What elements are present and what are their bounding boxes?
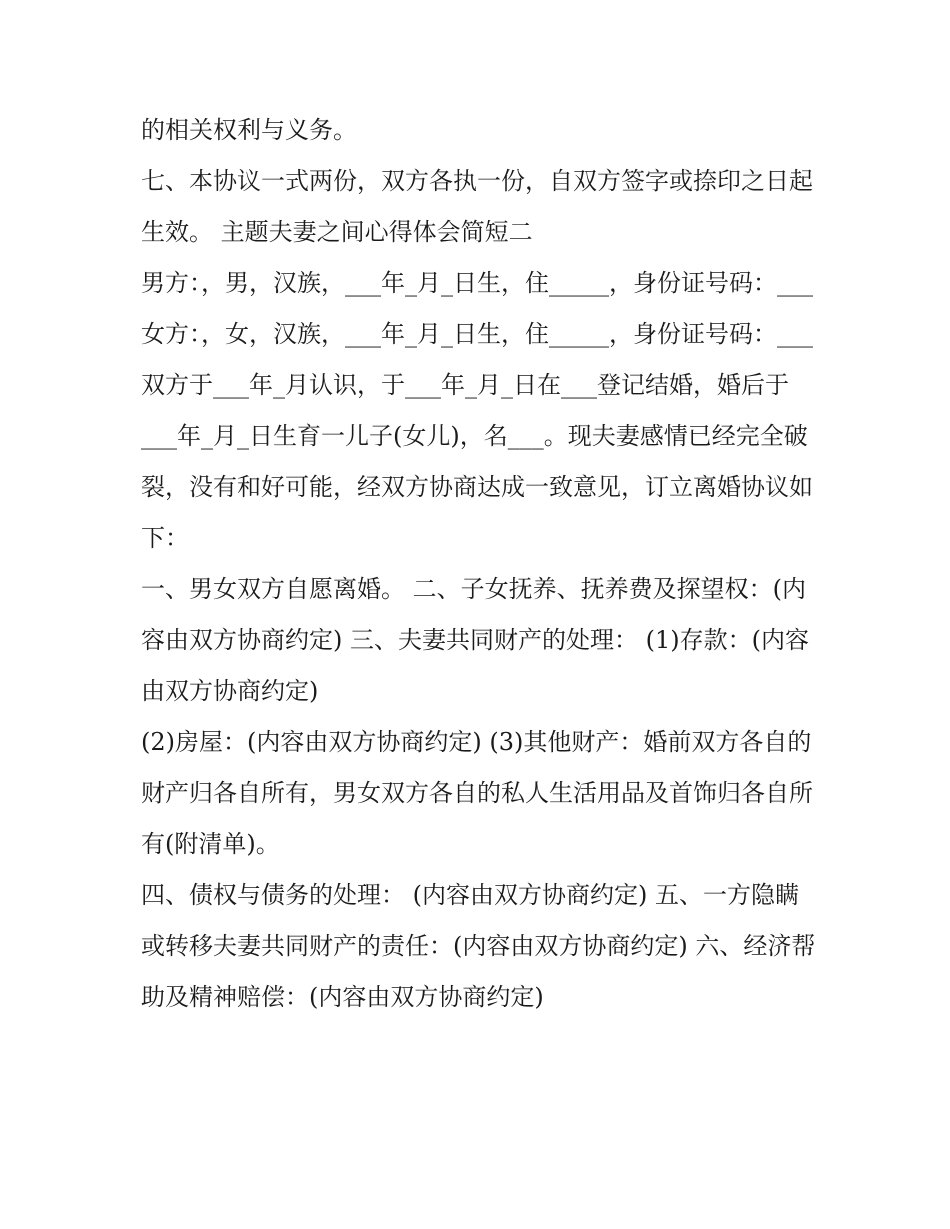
paragraph-rights-obligations: 的相关权利与义务。 bbox=[141, 116, 357, 144]
paragraph-clauses-four-to-six: 四、债权与债务的处理： (内容由双方协商约定) 五、一方隐瞒或转移夫妻共同财产的责任：(内容由双方协商约定) 六、经济帮助及精神赔偿：(内容由双方协商约定) bbox=[141, 881, 816, 1011]
paragraph-clauses-one-to-three: 一、男女双方自愿离婚。 二、子女抚养、抚养费及探望权：(内容由双方协商约定) 三、夫妻共同财产的处理： (1)存款：(内容由双方协商约定) bbox=[141, 575, 809, 705]
document-body bbox=[141, 105, 821, 1023]
paragraph-husband-info: 男方：，男，汉族，___年_月_日生，住_____，身份证号码：___ bbox=[141, 269, 813, 297]
paragraph-property-items: (2)房屋：(内容由双方协商约定) (3)其他财产：婚前双方各自的财产归各自所有，男女双方各自的私人生活用品及首饰归各自所有(附清单)。 bbox=[141, 728, 813, 858]
paragraph-marriage-history: 双方于___年_月认识，于___年_月_日在___登记结婚，婚后于___年_月_日生育一儿子(女儿)，名___。现夫妻感情已经完全破裂，没有和好可能，经双方协商达成一致意见，订立离婚协议如下： bbox=[141, 371, 813, 552]
paragraph-clause-seven: 七、本协议一式两份，双方各执一份，自双方签字或捺印之日起生效。 主题夫妻之间心得体会简短二 bbox=[141, 167, 813, 246]
paragraph-wife-info: 女方：，女，汉族，___年_月_日生，住_____，身份证号码：___ bbox=[141, 320, 813, 348]
